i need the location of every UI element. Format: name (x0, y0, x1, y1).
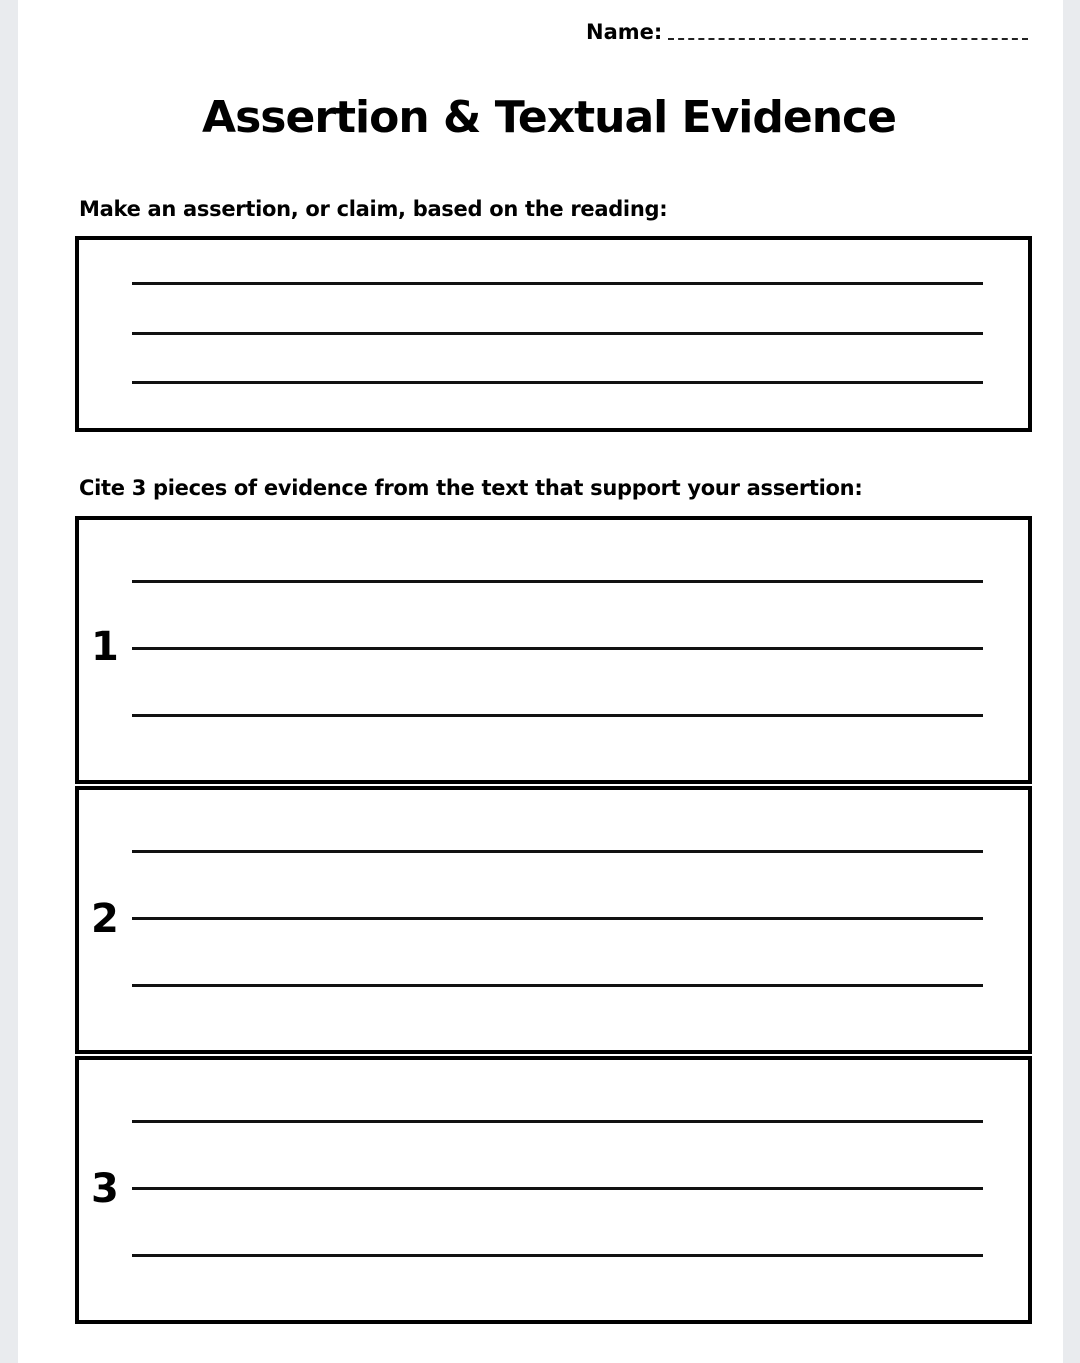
evidence-3-write-line-3[interactable] (132, 1254, 983, 1257)
page-title: Assertion & Textual Evidence (202, 92, 896, 143)
assertion-write-line-1[interactable] (132, 282, 983, 285)
evidence-2-write-line-3[interactable] (132, 984, 983, 987)
evidence-prompt: Cite 3 pieces of evidence from the text that support your assertion: (79, 476, 863, 500)
evidence-box-3[interactable] (75, 1056, 1032, 1324)
evidence-box-1[interactable] (75, 516, 1032, 784)
name-blank-line[interactable] (668, 38, 1028, 40)
assertion-prompt: Make an assertion, or claim, based on the reading: (79, 197, 668, 221)
evidence-3-write-line-1[interactable] (132, 1120, 983, 1123)
assertion-write-line-3[interactable] (132, 381, 983, 384)
evidence-2-write-line-2[interactable] (132, 917, 983, 920)
evidence-1-write-line-3[interactable] (132, 714, 983, 717)
evidence-number-2: 2 (91, 896, 119, 942)
name-label: Name: (586, 20, 663, 44)
assertion-box[interactable] (75, 236, 1032, 432)
name-field[interactable] (586, 20, 1028, 44)
evidence-1-write-line-2[interactable] (132, 647, 983, 650)
evidence-2-write-line-1[interactable] (132, 850, 983, 853)
evidence-3-write-line-2[interactable] (132, 1187, 983, 1190)
evidence-number-3: 3 (91, 1166, 119, 1212)
evidence-1-write-line-1[interactable] (132, 580, 983, 583)
evidence-number-1: 1 (91, 624, 119, 670)
worksheet-page (18, 0, 1063, 1363)
assertion-write-line-2[interactable] (132, 332, 983, 335)
evidence-box-2[interactable] (75, 786, 1032, 1054)
